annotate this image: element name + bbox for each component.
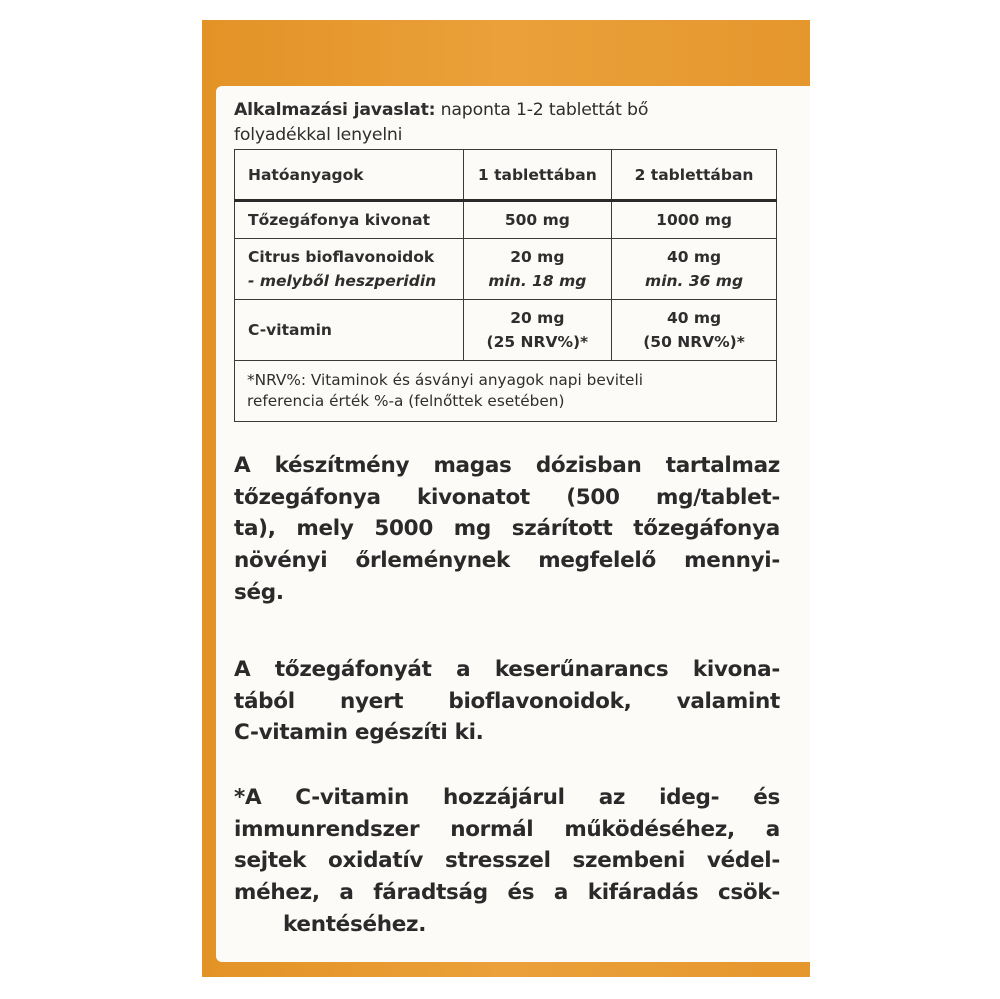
row-value-1-cell [463,239,612,300]
row-value-2: 40 mg [666,309,722,327]
paragraph-line: A készítmény magas dózisban tartalmaz [234,453,780,478]
paragraph-line: tából nyert bioflavonoidok, valamint [234,688,780,714]
row-value-1: 20 mg [510,309,565,327]
usage-instructions [234,98,794,148]
row-value-1: 500 mg [463,201,612,239]
row-value-1: 20 mg [510,248,565,266]
paragraph-line: ta), mely 5000 mg szárított tőzegáfonya [234,516,780,542]
row-subname: - melyből heszperidin [248,272,437,290]
usage-text-1: naponta 1-2 tablettát bő [435,100,649,120]
footnote-line-2: referencia érték %-a (felnőttek esetében) [247,392,565,410]
paragraph-line: *A C-vitamin hozzájárul az ideg- és [234,785,780,810]
table-row [235,300,777,361]
vitamin-c-claim-paragraph [234,782,780,941]
package-side [202,20,810,977]
paragraph-line: kentéséhez. [283,911,427,937]
row-value-2: 40 mg [666,248,722,266]
row-value-2-cell [612,300,777,361]
row-value-2: 1000 mg [612,201,777,239]
paragraph-line: tőzegáfonya kivonatot (500 mg/tablet- [234,484,780,510]
ingredients-table [234,149,777,422]
table-footnote-row [235,361,777,422]
paragraph-line: A tőzegáfonyát a keserűnarancs kivona- [234,657,780,682]
table-footnote [235,361,777,422]
paragraph-line: növényi őrleménynek megfelelő mennyi- [234,548,780,574]
header-one-tablet: 1 tablettában [463,150,612,201]
table-row [235,201,777,239]
header-two-tablets: 2 tablettában [612,150,777,201]
footnote-line-1: *NRV%: Vitaminok és ásványi anyagok napi beviteli [247,371,643,389]
row-value-2-sub: min. 36 mg [645,272,744,290]
row-value-2-cell [612,239,777,300]
paragraph-line: sejtek oxidatív stresszel szembeni védel- [234,848,780,874]
usage-text-2: folyadékkal lenyelni [234,125,403,145]
row-value-1-cell [463,300,612,361]
header-ingredients: Hatóanyagok [235,150,464,201]
row-value-1-sub: (25 NRV%)* [486,333,589,351]
row-name: C-vitamin [235,300,464,361]
description-paragraph-1 [234,450,780,609]
row-value-1-sub: min. 18 mg [488,272,587,290]
row-name-cell [235,239,464,300]
table-header-row [235,150,777,201]
usage-label: Alkalmazási javaslat: [234,100,436,120]
row-name: Tőzegáfonya kivonat [235,201,464,239]
paragraph-line: C-vitamin egészíti ki. [234,720,484,746]
row-value-2-sub: (50 NRV%)* [643,333,745,351]
paragraph-line: immunrendszer normál működéséhez, a [234,816,780,842]
paragraph-line: méhez, a fáradtság és a kifáradás csök- [234,880,780,906]
description-paragraph-2 [234,654,780,749]
paragraph-line: ség. [234,579,284,605]
table-row [235,239,777,300]
row-name: Citrus bioflavonoidok [248,248,435,266]
